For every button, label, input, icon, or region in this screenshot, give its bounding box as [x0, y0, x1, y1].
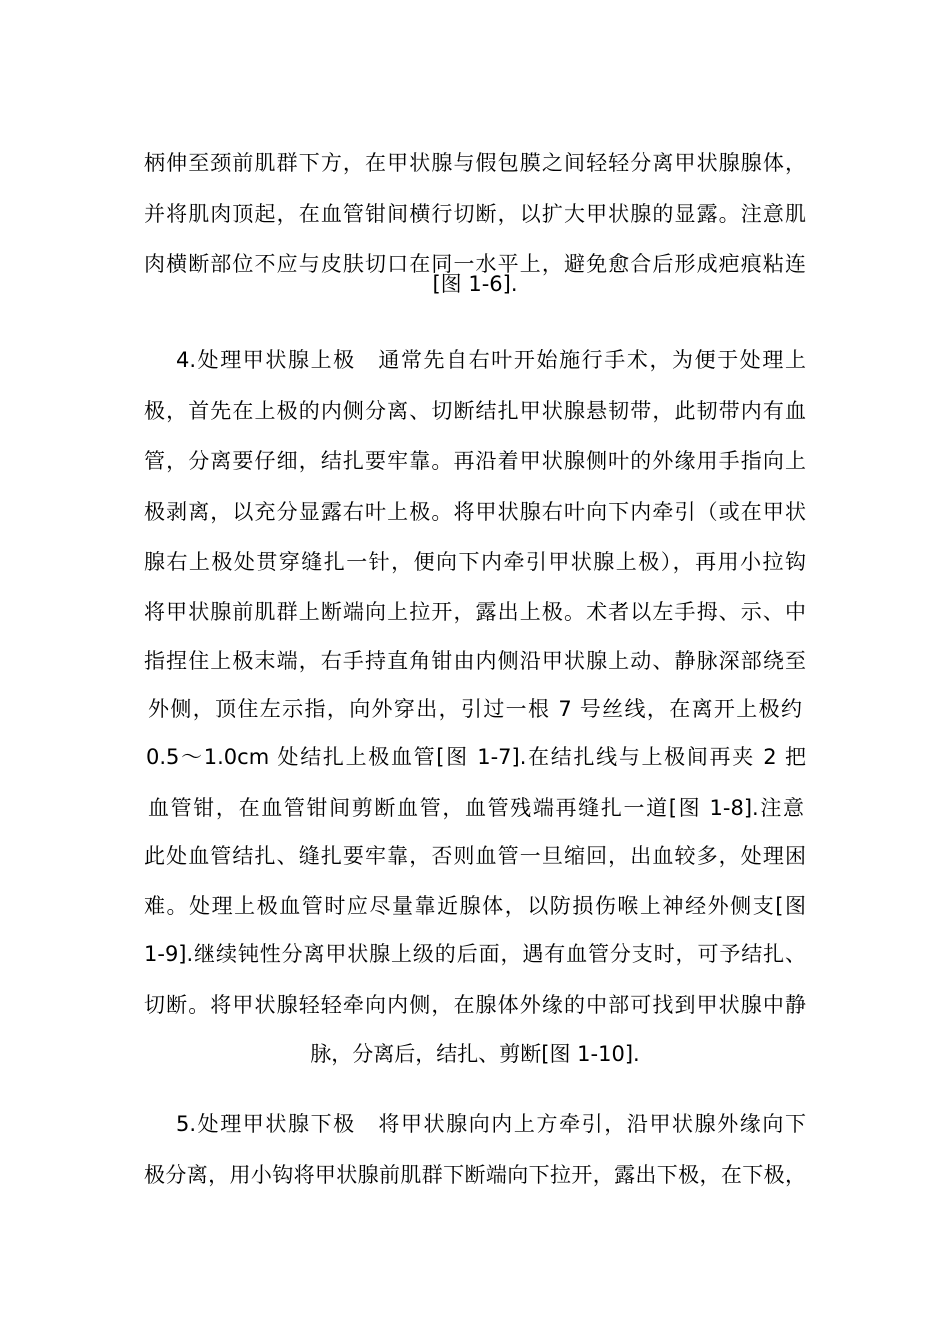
text-line: 极，首先在上极的内侧分离、切断结扎甲状腺悬韧带，此韧带内有血 — [144, 399, 806, 423]
text-line: 并将肌肉顶起，在血管钳间横行切断，以扩大甲状腺的显露。注意肌 — [144, 202, 806, 226]
paragraph-heading-line: 4.处理甲状腺上极 通常先自右叶开始施行手术，为便于处理上 — [176, 348, 806, 372]
text-line: 腺右上极处贯穿缝扎一针，便向下内牵引甲状腺上极），再用小拉钩 — [144, 550, 806, 574]
text-line: 脉，分离后，结扎、剪断[图 1-10]. — [310, 1042, 640, 1066]
text-line: 此处血管结扎、缝扎要牢靠，否则血管一旦缩回，出血较多，处理困 — [144, 844, 806, 868]
text-line: 指捏住上极末端，右手持直角钳由内侧沿甲状腺上动、静脉深部绕至 — [144, 649, 806, 673]
text-line: 切断。将甲状腺轻轻牵向内侧，在腺体外缘的中部可找到甲状腺中静 — [144, 993, 806, 1017]
text-line: 极剥离，以充分显露右叶上极。将甲状腺右叶向下内牵引（或在甲状 — [144, 500, 806, 524]
text-line: 0.5～1.0cm 处结扎上极血管[图 1-7].在结扎线与上极间再夹 2 把 — [146, 745, 806, 769]
text-line: 难。处理上极血管时应尽量靠近腺体，以防损伤喉上神经外侧支[图 — [144, 894, 806, 918]
text-line: 管，分离要仔细，结扎要牢靠。再沿着甲状腺侧叶的外缘用手指向上 — [144, 449, 806, 473]
text-line-figure-ref: [图 1-6]. — [432, 272, 518, 296]
text-line: 肉横断部位不应与皮肤切口在同一水平上，避免愈合后形成疤痕粘连 — [144, 252, 806, 276]
text-line: 柄伸至颈前肌群下方，在甲状腺与假包膜之间轻轻分离甲状腺腺体， — [144, 151, 806, 175]
text-line: 极分离，用小钩将甲状腺前肌群下断端向下拉开，露出下极，在下极， — [144, 1163, 806, 1187]
text-line: 外侧，顶住左示指，向外穿出，引过一根 7 号丝线，在离开上极约 — [148, 697, 802, 721]
text-line: 血管钳，在血管钳间剪断血管，血管残端再缝扎一道[图 1-8].注意 — [148, 796, 804, 820]
paragraph-heading-line: 5.处理甲状腺下极 将甲状腺向内上方牵引，沿甲状腺外缘向下 — [176, 1112, 806, 1136]
text-line: 将甲状腺前肌群上断端向上拉开，露出上极。术者以左手拇、示、中 — [144, 600, 806, 624]
text-line: 1-9].继续钝性分离甲状腺上级的后面，遇有血管分支时，可予结扎、 — [144, 942, 806, 966]
